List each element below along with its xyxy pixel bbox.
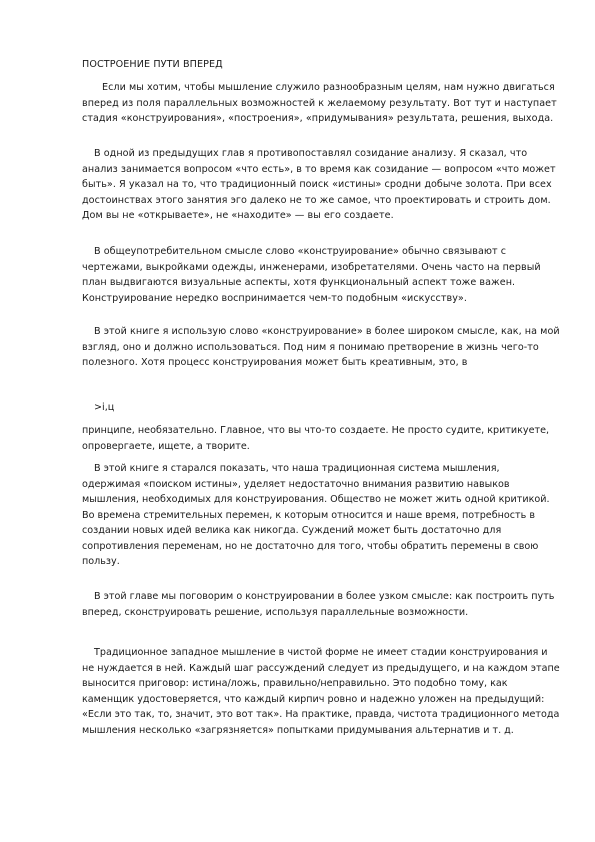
paragraph-3: В общеупотребительном смысле слово «конструирование» обычно связывают с чертежами, выкройками одежды, инженерами, изобретателями. Очень часто на первый план выдвигаются визуальные аспекты, хотя функциональный аспект тоже важен. Конструирование нередко воспринимается чем-то подобным «искусству». — [82, 246, 541, 304]
paragraph-5: принципе, необязательно. Главное, что вы что-то создаете. Не просто судите, критикуете, опровергаете, ищете, а творите. — [82, 425, 550, 452]
paragraph-6: В этой книге я старался показать, что наша традиционная система мышления, одержимая «поиском истины», уделяет недостаточно внимания развитию навыков мышления, необходимых для конструирования. Общество не может жить одной критикой. Во времена стремительных перемен, к которым относится и наше время, потребность в создании новых идей велика как никогда. Суждений может быть достаточно для сопротивления переменам, но не достаточно для того, чтобы обратить перемены в свою пользу. — [82, 463, 550, 567]
page-title: ПОСТРОЕНИЕ ПУТИ ВПЕРЕД — [82, 59, 223, 70]
paragraph-2: В одной из предыдущих глав я противопоставлял созидание анализу. Я сказал, что анализ занимается вопросом «что есть», в то время как созидание — вопросом «что может быть». Я указал на то, что традиционный поиск «истины» сродни добыче золота. При всех достоинствах этого занятия эго далеко не то же самое, что проектировать и строить дом. Дом вы не «открываете», не «находите» — вы его создаете. — [82, 148, 556, 221]
stray-text-fragment: >i,ц — [94, 402, 115, 413]
paragraph-4: В этой книге я использую слово «конструирование» в более широком смысле, как, на мой взгляд, оно и должно использоваться. Под ним я понимаю претворение в жизнь чего-то полезного. Хотя процесс конструирования может быть креативным, это, в — [82, 326, 560, 368]
paragraph-1: Если мы хотим, чтобы мышление служило разнообразным целям, нам нужно двигаться вперед из поля параллельных возможностей к желаемому результату. Вот тут и наступает стадия «конструирования», «построения», «придумывания» результата, решения, выхода. — [82, 82, 557, 124]
paragraph-7: В этой главе мы поговорим о конструировании в более узком смысле: как построить путь вперед, сконструировать решение, используя параллельные возможности. — [82, 591, 555, 618]
paragraph-8: Традиционное западное мышление в чистой форме не имеет стадии конструирования и не нуждается в ней. Каждый шаг рассуждений следует из предыдущего, и на каждом этапе выносится приговор: истина/ложь, правильно/неправильно. Это подобно тому, как каменщик удостоверяется, что каждый кирпич ровно и надежно уложен на предыдущий: «Если это так, то, значит, это вот так». На практике, правда, чистота традиционного метода мышления несколько «загрязняется» попытками придумывания альтернатив и т. д. — [82, 647, 560, 736]
